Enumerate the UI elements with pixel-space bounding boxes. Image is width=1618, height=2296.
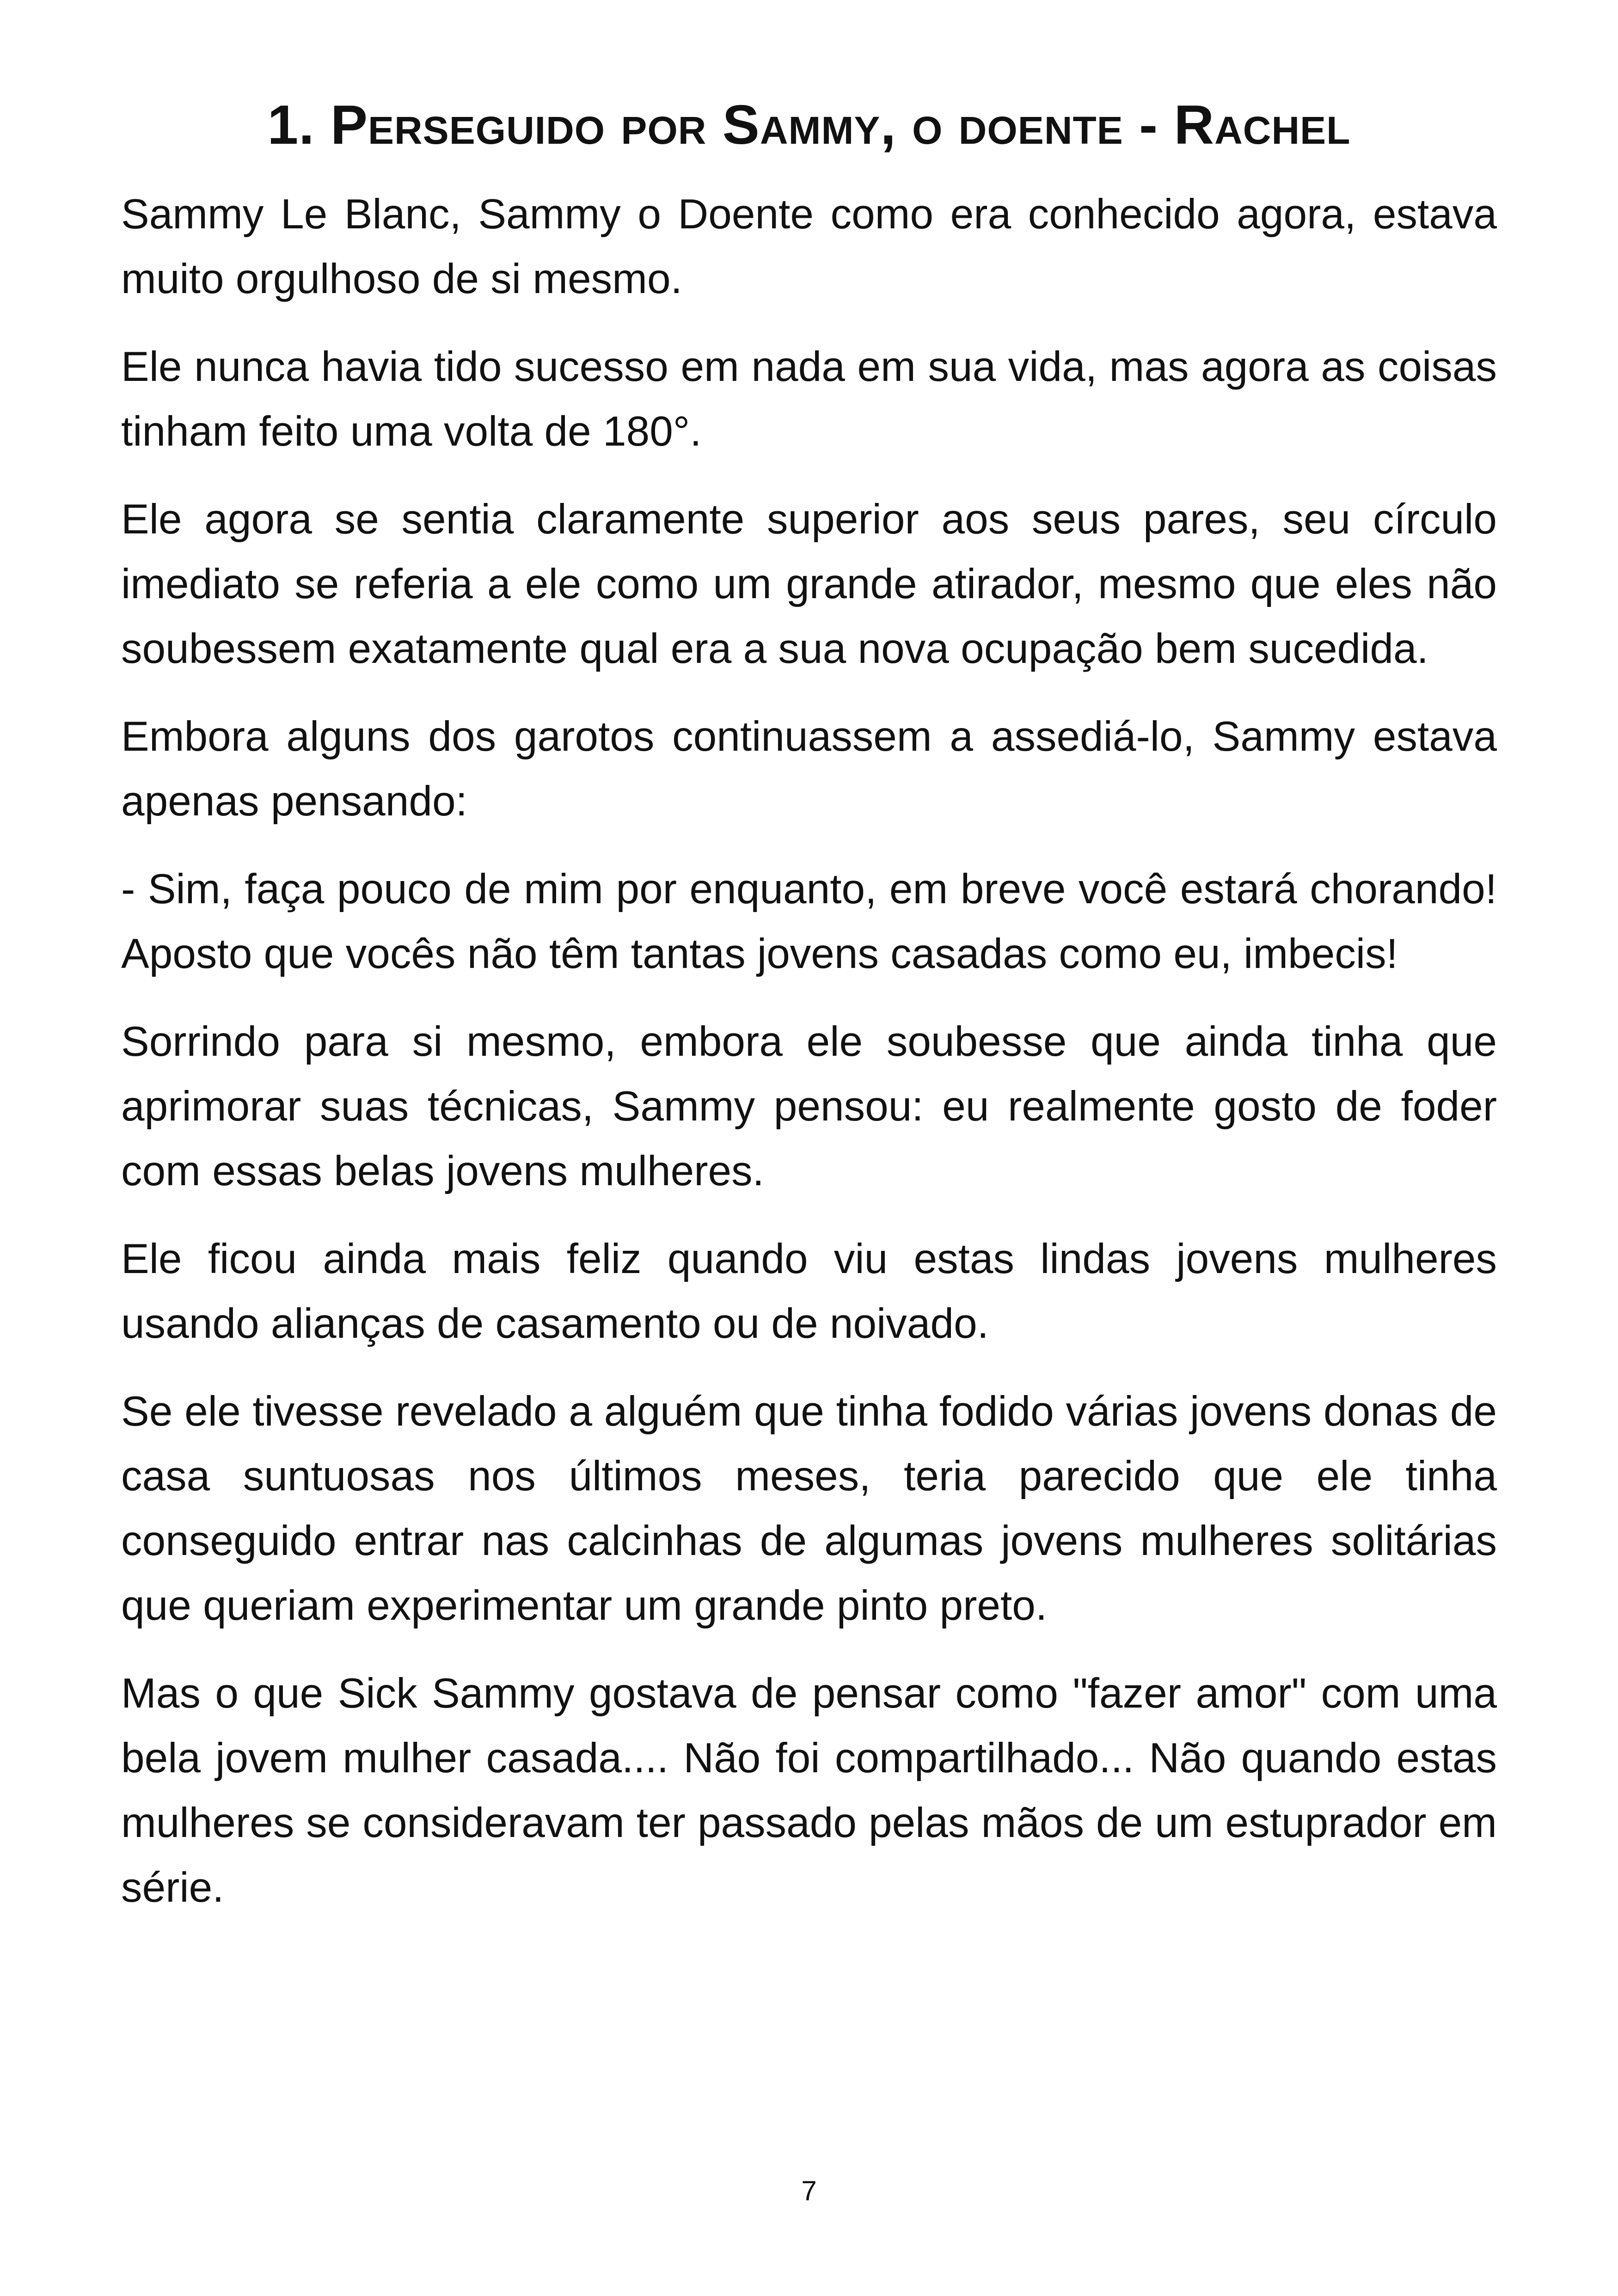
paragraph: Sorrindo para si mesmo, embora ele soubesse que ainda tinha que aprimorar suas técnicas, Sammy pensou: eu realmente gosto de foder com essas belas jovens mulheres. bbox=[121, 1018, 1497, 1194]
paragraph: Ele agora se sentia claramente superior aos seus pares, seu círculo imediato se referia a ele como um grande atirador, mesmo que eles não soubessem exatamente qual era a sua nova ocupação bem sucedida. bbox=[121, 496, 1497, 672]
paragraph: Mas o que Sick Sammy gostava de pensar como "fazer amor" com uma bela jovem mulher casada.... Não foi compartilhado... Não quando estas mulheres se consideravam ter passado pelas mãos de um estuprador em série. bbox=[121, 1670, 1497, 1911]
paragraph: Embora alguns dos garotos continuassem a assediá-lo, Sammy estava apenas pensando: bbox=[121, 713, 1497, 825]
paragraph: Sammy Le Blanc, Sammy o Doente como era conhecido agora, estava muito orgulhoso de si mesmo. bbox=[121, 191, 1497, 302]
paragraph: - Sim, faça pouco de mim por enquanto, em breve você estará chorando! Aposto que vocês não têm tantas jovens casadas como eu, imbecis! bbox=[121, 866, 1497, 977]
paragraph: Se ele tivesse revelado a alguém que tinha fodido várias jovens donas de casa suntuosas nos últimos meses, teria parecido que ele tinha conseguido entrar nas calcinhas de algumas jovens mulheres solitárias que queriam experimentar um grande pinto preto. bbox=[121, 1388, 1497, 1629]
document-page bbox=[121, 88, 1497, 1943]
chapter-title: 1. Perseguido por Sammy, o doente - Rachel bbox=[267, 94, 1351, 156]
paragraph: Ele nunca havia tido sucesso em nada em sua vida, mas agora as coisas tinham feito uma volta de 180°. bbox=[121, 343, 1497, 455]
page-number: 7 bbox=[801, 2175, 817, 2206]
paragraph: Ele ficou ainda mais feliz quando viu estas lindas jovens mulheres usando alianças de casamento ou de noivado. bbox=[121, 1236, 1497, 1347]
